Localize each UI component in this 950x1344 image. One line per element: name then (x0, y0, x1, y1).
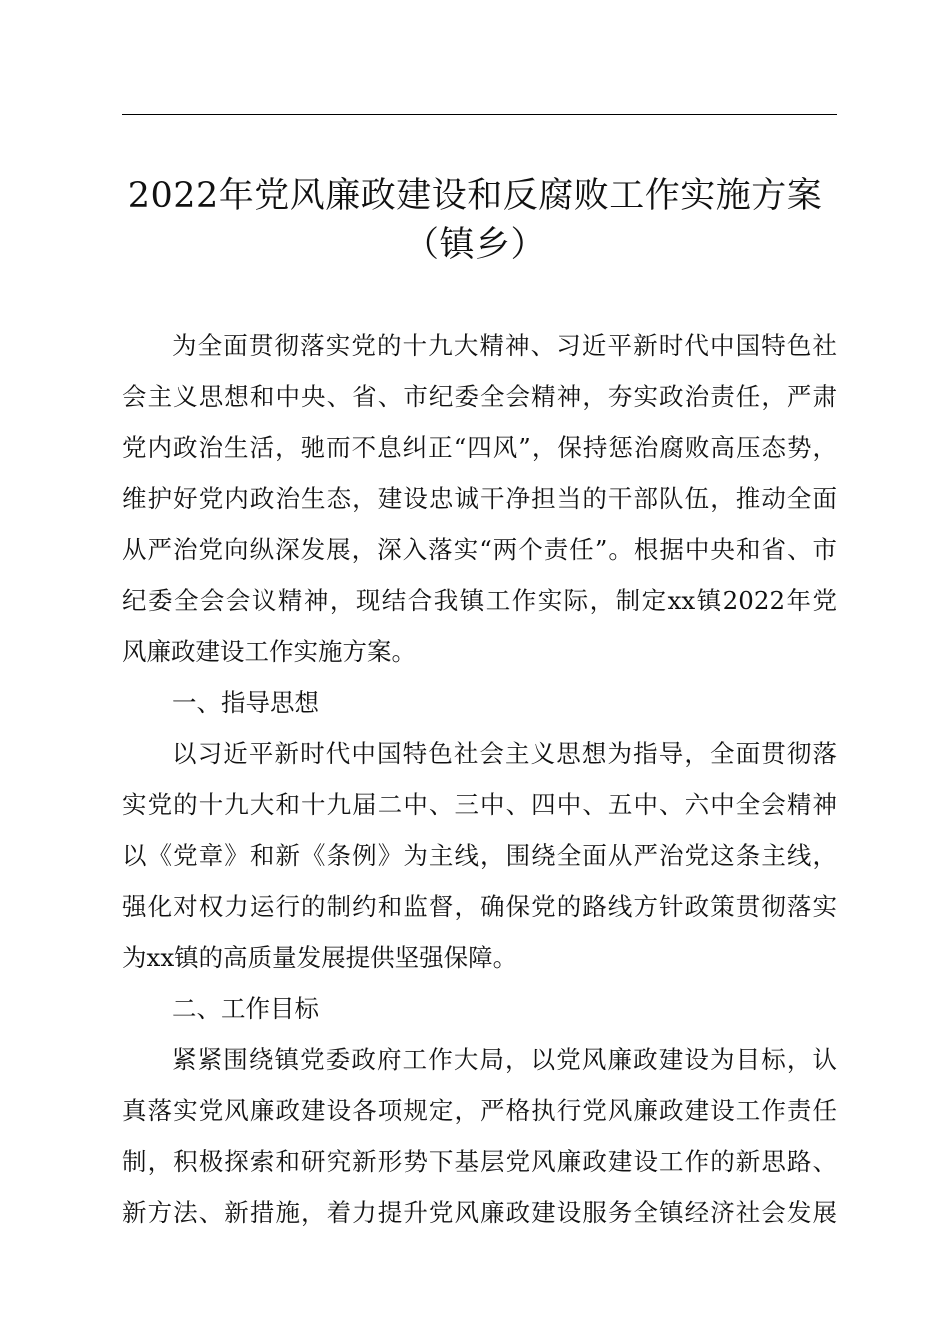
paragraph-line: 以习近平新时代中国特色社会主义思想为指导，全面贯彻落 (172, 739, 837, 768)
paragraph-line: 党内政治生活，驰而不息纠正“四风”，保持惩治腐败高压态势， (122, 433, 837, 462)
paragraph-line: 真落实党风廉政建设各项规定，严格执行党风廉政建设工作责任 (122, 1096, 837, 1125)
document-title: 2022年党风廉政建设和反腐败工作实施方案 (127, 176, 823, 216)
paragraph-line: 纪委全会会议精神，现结合我镇工作实际，制定xx镇2022年党 (122, 586, 837, 615)
paragraph-line: 以《党章》和新《条例》为主线，围绕全面从严治党这条主线， (122, 841, 837, 870)
header-rule (122, 114, 837, 115)
paragraph-line: 从严治党向纵深发展，深入落实“两个责任”。根据中央和省、市 (122, 535, 837, 564)
paragraph-line: 会主义思想和中央、省、市纪委全会精神，夯实政治责任，严肃 (122, 382, 837, 411)
paragraph-line: 为xx镇的高质量发展提供坚强保障。 (122, 943, 518, 972)
section-heading-work-goals: 二、工作目标 (172, 994, 319, 1023)
paragraph-line: 紧紧围绕镇党委政府工作大局，以党风廉政建设为目标，认 (172, 1045, 837, 1074)
paragraph-line: 实党的十九大和十九届二中、三中、四中、五中、六中全会精神 (122, 790, 837, 819)
paragraph-line: 维护好党内政治生态，建设忠诚干净担当的干部队伍，推动全面 (122, 484, 837, 513)
paragraph-line: 新方法、新措施，着力提升党风廉政建设服务全镇经济社会发展 (122, 1198, 837, 1227)
document-subtitle: （镇乡） (403, 225, 546, 265)
document-body (122, 320, 837, 1238)
paragraph-line: 强化对权力运行的制约和监督，确保党的路线方针政策贯彻落实 (122, 892, 837, 921)
section-heading-guiding-ideology: 一、指导思想 (172, 688, 319, 717)
paragraph-line: 风廉政建设工作实施方案。 (122, 637, 416, 666)
paragraph-line: 制，积极探索和研究新形势下基层党风廉政建设工作的新思路、 (122, 1147, 837, 1176)
paragraph-line: 为全面贯彻落实党的十九大精神、习近平新时代中国特色社 (172, 331, 837, 360)
